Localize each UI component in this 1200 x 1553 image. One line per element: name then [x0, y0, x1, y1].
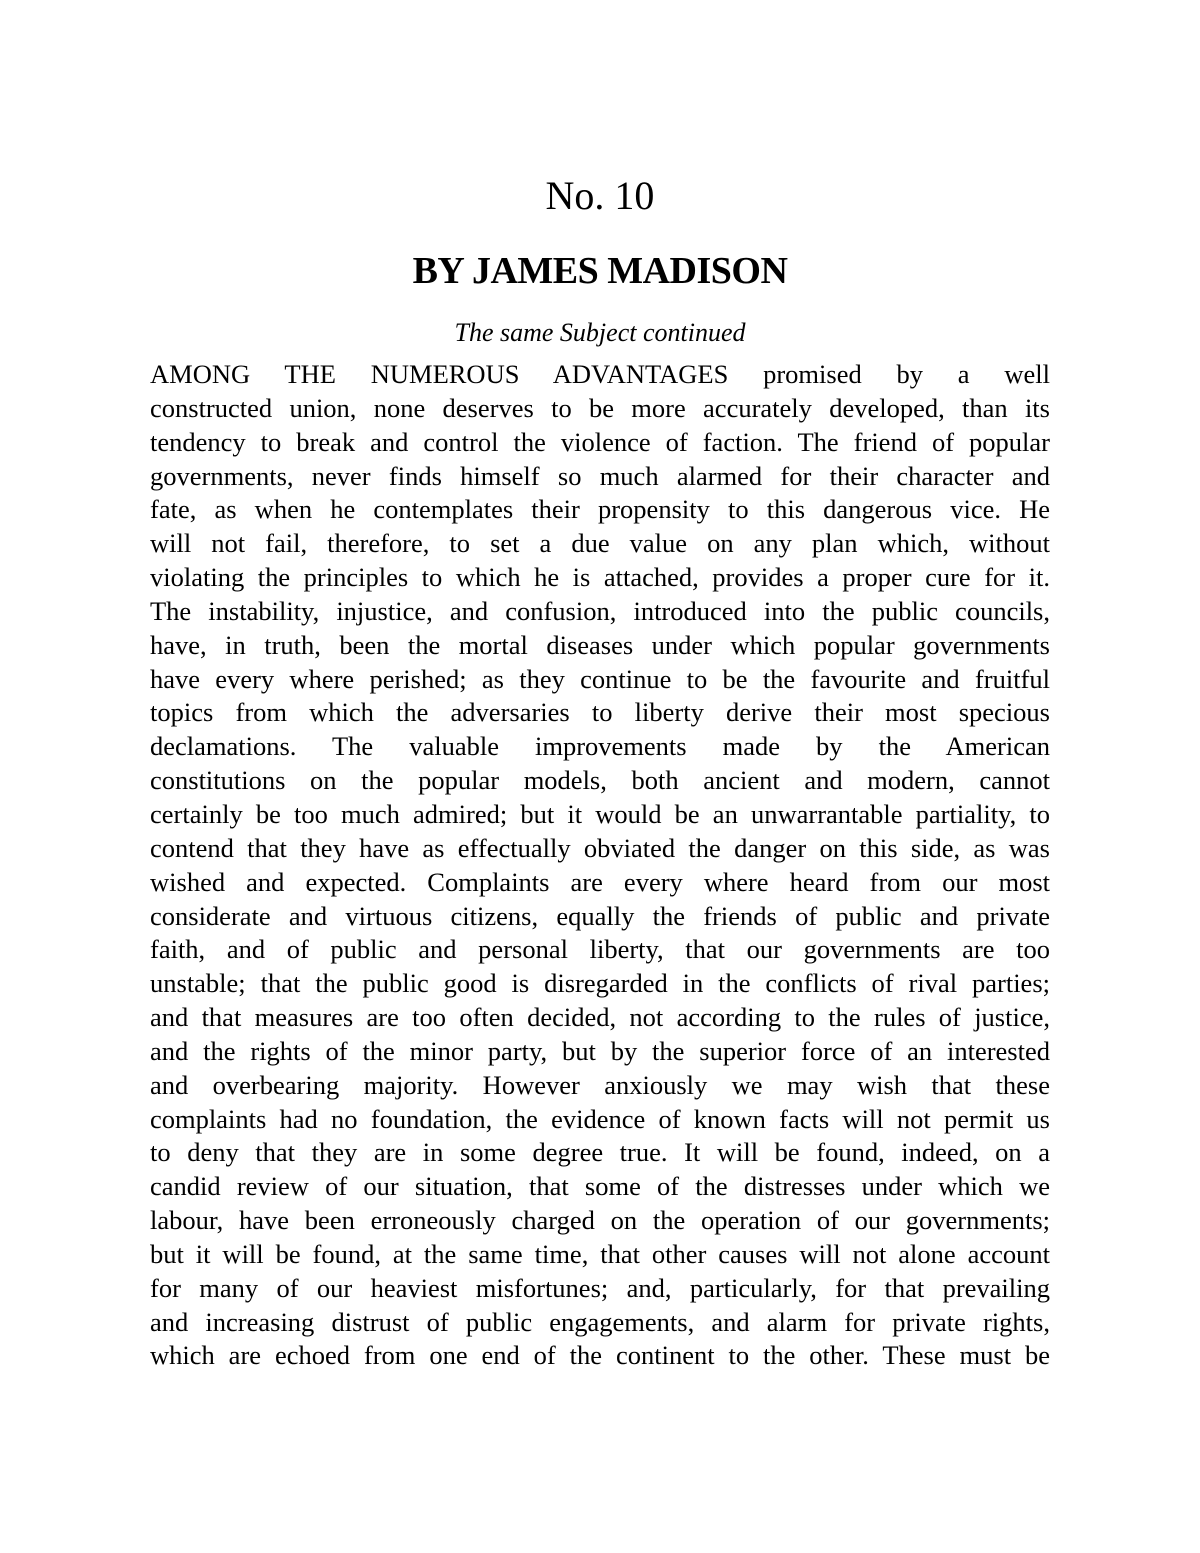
- author-heading: BY JAMES MADISON: [412, 250, 788, 292]
- text-line: constructed union, none deserves to be more accurately developed, than its: [150, 392, 1050, 423]
- text-line: will not fail, therefore, to set a due value on any plan which, without: [150, 528, 1050, 559]
- text-line: and overbearing majority. However anxiously we may wish that these: [150, 1069, 1050, 1100]
- text-line: considerate and virtuous citizens, equally the friends of public and private: [150, 900, 1050, 931]
- text-line: wished and expected. Complaints are every where heard from our most: [150, 866, 1050, 897]
- subtitle: The same Subject continued: [454, 318, 746, 347]
- text-line: faith, and of public and personal liberty, that our governments are too: [150, 934, 1050, 965]
- text-line: governments, never finds himself so much alarmed for their character and: [150, 460, 1050, 491]
- text-line: for many of our heaviest misfortunes; and, particularly, for that prevailing: [150, 1272, 1050, 1303]
- text-line: declamations. The valuable improvements made by the American: [150, 731, 1050, 762]
- text-line: and that measures are too often decided, not according to the rules of justice,: [150, 1002, 1050, 1033]
- paper-number: No. 10: [545, 173, 655, 218]
- text-line: constitutions on the popular models, both ancient and modern, cannot: [150, 765, 1050, 796]
- text-line: have, in truth, been the mortal diseases under which popular governments: [150, 629, 1050, 660]
- text-line: but it will be found, at the same time, that other causes will not alone account: [150, 1238, 1050, 1269]
- text-line: topics from which the adversaries to liberty derive their most specious: [150, 697, 1050, 728]
- text-line: and increasing distrust of public engagements, and alarm for private rights,: [150, 1306, 1050, 1337]
- text-line: fate, as when he contemplates their propensity to this dangerous vice. He: [150, 494, 1050, 525]
- text-line: unstable; that the public good is disregarded in the conflicts of rival parties;: [150, 968, 1050, 999]
- text-line: have every where perished; as they continue to be the favourite and fruitful: [150, 663, 1050, 694]
- text-line: certainly be too much admired; but it would be an unwarrantable partiality, to: [150, 798, 1050, 829]
- text-line: which are echoed from one end of the continent to the other. These must be: [150, 1340, 1050, 1371]
- text-line: tendency to break and control the violence of faction. The friend of popular: [150, 426, 1050, 457]
- body-text: [150, 358, 1050, 1373]
- text-line: and the rights of the minor party, but by the superior force of an interested: [150, 1035, 1050, 1066]
- text-line: contend that they have as effectually obviated the danger on this side, as was: [150, 832, 1050, 863]
- text-line: violating the principles to which he is attached, provides a proper cure for it.: [150, 562, 1050, 593]
- text-line: candid review of our situation, that some of the distresses under which we: [150, 1171, 1050, 1202]
- text-line: AMONG THE NUMEROUS ADVANTAGES promised by a well: [150, 359, 1050, 389]
- text-line: The instability, injustice, and confusion, introduced into the public councils,: [150, 595, 1050, 626]
- text-line: labour, have been erroneously charged on the operation of our governments;: [150, 1205, 1050, 1236]
- text-line: to deny that they are in some degree true. It will be found, indeed, on a: [150, 1137, 1050, 1168]
- text-line: complaints had no foundation, the evidence of known facts will not permit us: [150, 1103, 1050, 1134]
